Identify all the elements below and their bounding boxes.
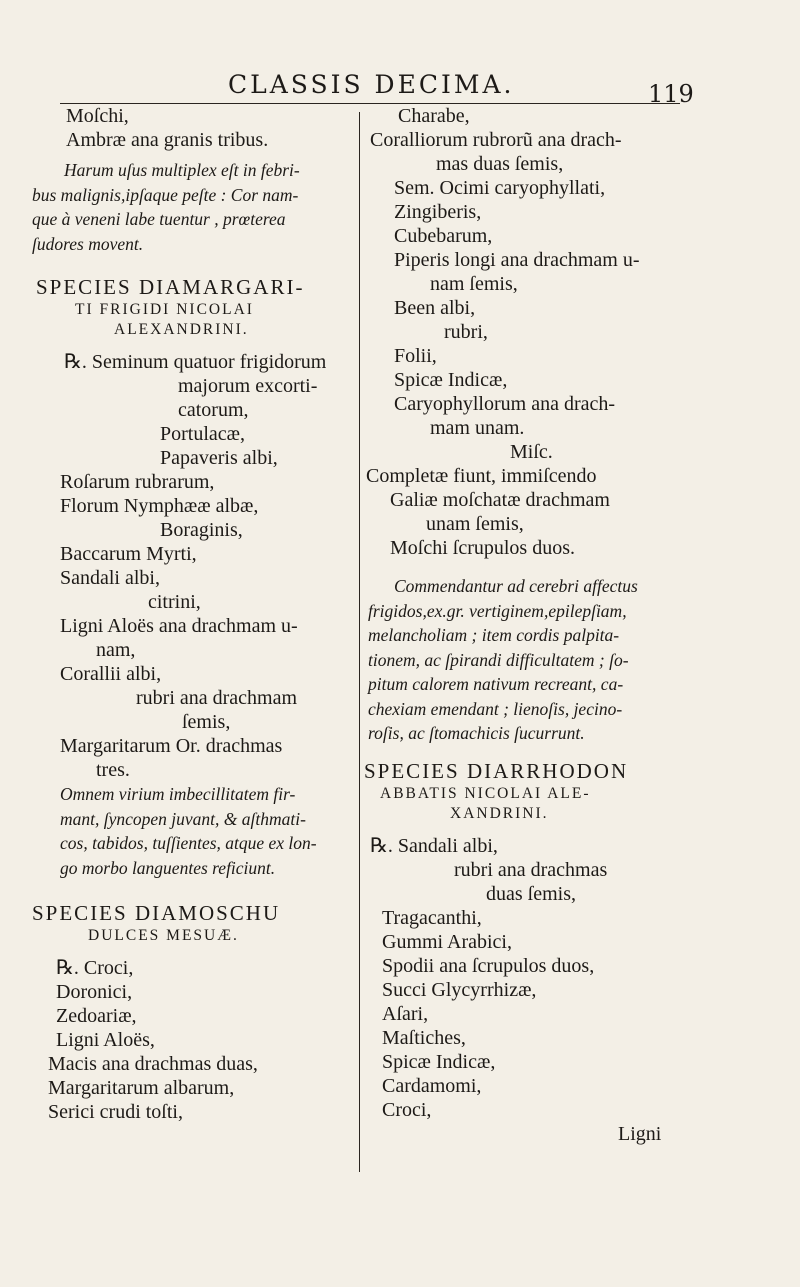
left-column-line: SPECIES DIAMOSCHU: [32, 901, 281, 925]
left-column-line: que à veneni labe tuentur , prœterea: [32, 209, 286, 229]
left-column-line: Portulacæ,: [160, 423, 245, 445]
right-column-line: Moſchi ſcrupulos duos.: [390, 537, 575, 559]
left-column-line: ℞. Seminum quatuor frigidorum: [64, 351, 327, 373]
right-column-line: Galiæ moſchatæ drachmam: [390, 489, 610, 511]
right-column-line: rubri,: [444, 321, 488, 343]
right-column-line: Been albi,: [394, 297, 476, 319]
right-column-line: Cubebarum,: [394, 225, 493, 247]
right-column-line: chexiam emendant ; lienoſis, jecino-: [368, 698, 623, 719]
right-column-line: ℞. Sandali albi,: [370, 834, 498, 857]
right-column-line: Folii,: [394, 345, 437, 367]
left-column-line: Papaveris albi,: [160, 447, 278, 469]
right-column-line: tionem, ac ſpirandi difficultatem ; ſo-: [368, 649, 629, 670]
left-column-line: Zedoariæ,: [56, 1005, 137, 1027]
right-column-line: Cardamomi,: [382, 1074, 482, 1097]
right-column-line: Spodii ana ſcrupulos duos,: [382, 954, 595, 977]
right-column-line: Aſari,: [382, 1002, 429, 1025]
right-column-line: Ligni: [618, 1122, 662, 1145]
left-column-line: nam,: [96, 639, 136, 661]
left-column-line: bus malignis,ipſaque peſte : Cor nam-: [32, 184, 299, 205]
column-rule: [359, 112, 360, 1172]
left-column-line: ſudores movent.: [32, 233, 144, 254]
left-column-line: TI FRIGIDI NICOLAI: [75, 301, 254, 318]
right-column-line: Croci,: [382, 1098, 432, 1121]
left-column-line: Serici crudi toſti,: [48, 1101, 183, 1123]
running-head: CLASSIS DECIMA.: [228, 70, 515, 99]
right-column-line: XANDRINI.: [450, 804, 549, 822]
left-column-line: Florum Nymphææ albæ,: [60, 495, 259, 517]
right-column: [364, 104, 689, 1146]
right-column-line: Zingiberis,: [394, 201, 482, 223]
right-column-line: melancholiam ; item cordis palpita-: [368, 625, 620, 645]
left-column-line: go morbo languentes reficiunt.: [60, 857, 276, 878]
left-column-line: DULCES MESUÆ.: [88, 927, 239, 944]
left-column: [30, 104, 350, 1124]
right-column-line: Spicæ Indicæ,: [382, 1050, 496, 1073]
right-column-line: pitum calorem nativum recreant, ca-: [368, 674, 624, 694]
right-column-line: Caryophyllorum ana drach-: [394, 393, 616, 415]
left-column-line: Corallii albi,: [60, 663, 162, 685]
left-column-line: tres.: [96, 759, 130, 781]
left-column-line: Roſarum rubrarum,: [60, 471, 215, 493]
right-column-line: SPECIES DIARRHODON: [364, 758, 629, 783]
right-column-line: Piperis longi ana drachmam u-: [394, 249, 640, 271]
right-column-line: Coralliorum rubrorũ ana drach-: [370, 129, 622, 151]
right-column-line: Charabe,: [398, 105, 470, 127]
right-column-line: mam unam.: [430, 417, 525, 439]
left-column-line: Moſchi,: [66, 105, 129, 127]
left-column-line: Macis ana drachmas duas,: [48, 1053, 258, 1075]
left-column-line: cos, tabidos, tuſſientes, atque ex lon-: [60, 833, 317, 853]
left-column-line: Ligni Aloës,: [56, 1029, 155, 1051]
left-column-line: Boraginis,: [160, 519, 243, 541]
left-column-line: ſemis,: [182, 711, 231, 733]
right-column-line: roſis, ac ſtomachicis ſucurrunt.: [368, 723, 585, 743]
left-column-line: catorum,: [178, 399, 249, 421]
left-column-line: ALEXANDRINI.: [114, 321, 249, 338]
left-column-line: Omnem virium imbecillitatem fir-: [60, 784, 296, 804]
right-column-line: mas duas ſemis,: [436, 153, 564, 175]
left-column-line: SPECIES DIAMARGARI-: [36, 275, 305, 299]
right-column-line: rubri ana drachmas: [454, 858, 608, 881]
right-column-line: Spicæ Indicæ,: [394, 369, 508, 391]
right-column-line: Succi Glycyrrhizæ,: [382, 978, 537, 1001]
left-column-line: Ligni Aloës ana drachmam u-: [60, 615, 298, 637]
left-column-line: Margaritarum albarum,: [48, 1077, 235, 1099]
right-column-line: Tragacanthi,: [382, 906, 482, 929]
left-column-line: Ambræ ana granis tribus.: [66, 129, 269, 151]
left-column-line: mant, ſyncopen juvant, & aſthmati-: [60, 808, 306, 829]
left-column-line: majorum excorti-: [178, 375, 318, 397]
right-column-line: Completæ fiunt, immiſcendo: [366, 465, 597, 487]
left-column-line: Margaritarum Or. drachmas: [60, 735, 283, 757]
left-column-line: citrini,: [148, 591, 201, 613]
right-column-line: unam ſemis,: [426, 513, 524, 535]
right-column-line: frigidos,ex.gr. vertiginem,epilepſiam,: [368, 600, 627, 621]
right-column-line: Commendantur ad cerebri affectus: [394, 576, 638, 596]
page-number: 119: [648, 80, 694, 108]
right-column-line: ABBATIS NICOLAI ALE-: [380, 784, 591, 802]
left-column-line: Baccarum Myrti,: [60, 543, 197, 565]
left-column-line: Harum uſus multiplex eſt in febri-: [64, 160, 300, 180]
right-column-line: Miſc.: [510, 441, 553, 463]
right-column-line: duas ſemis,: [486, 882, 576, 905]
left-column-line: Sandali albi,: [60, 567, 160, 589]
right-column-line: Sem. Ocimi caryophyllati,: [394, 177, 606, 199]
left-column-line: Doronici,: [56, 981, 133, 1003]
left-column-line: rubri ana drachmam: [136, 687, 298, 709]
left-column-line: ℞. Croci,: [56, 957, 134, 979]
right-column-line: Maſtiches,: [382, 1026, 466, 1049]
right-column-line: nam ſemis,: [430, 273, 518, 295]
right-column-line: Gummi Arabici,: [382, 930, 512, 953]
